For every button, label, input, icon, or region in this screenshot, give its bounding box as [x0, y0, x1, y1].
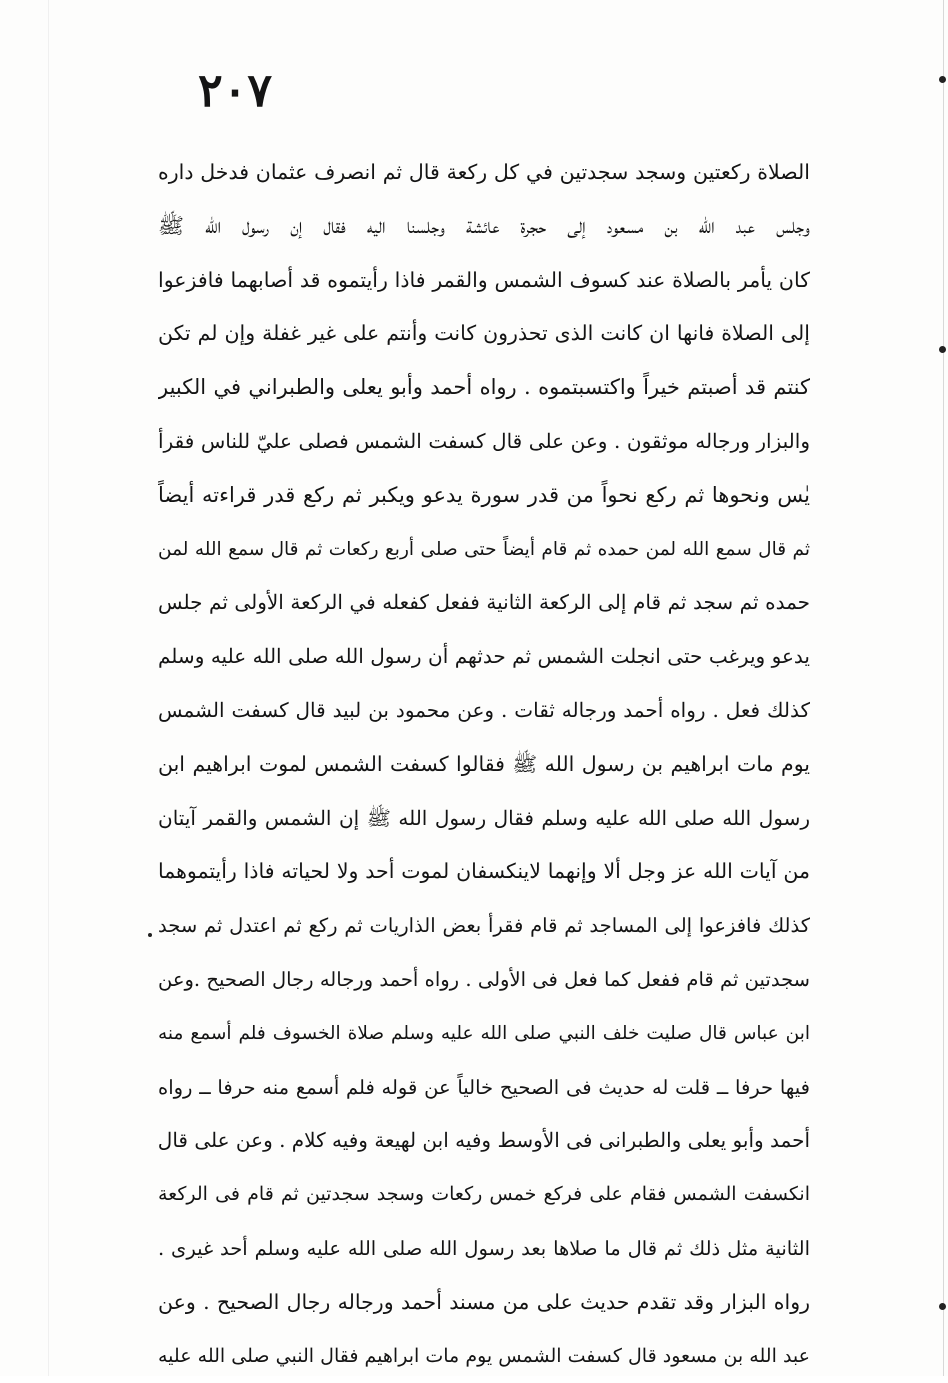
text-line: ابن عباس قال صليت خلف النبي صلى الله عليه وسلم صلاة الخسوف فلم أسمع منه: [158, 1022, 810, 1044]
text-line: رسول الله صلى الله عليه وسلم فقال رسول الله ﷺ إن الشمس والقمر آيتان: [158, 805, 810, 830]
text-line: والبزار ورجاله موثقون . وعن على قال كسفت الشمس فصلى عليّ للناس فقرأ: [158, 428, 810, 453]
page-edge-left: [48, 0, 49, 1376]
text-line: كذلك فافزعوا إلى المساجد ثم قام فقرأ بعض الذاريات ثم ركع ثم اعتدل ثم سجد: [158, 914, 810, 938]
margin-dot-top: [939, 76, 946, 83]
text-line: من آيات الله عز وجل ألا وإنهما لاينكسفان لموت أحد ولا لحياته فاذا رأيتموهما: [158, 859, 810, 884]
margin-dot-left: [148, 933, 152, 937]
text-line: إلى الصلاة فانها ان كانت الذى تحذرون كانت وأنتم على غير غفلة وإن لم تكن: [158, 321, 810, 346]
text-line: كان يأمر بالصلاة عند كسوف الشمس والقمر فاذا رأيتموه قد أصابهما فافزعوا: [158, 267, 810, 292]
text-line: الثانية مثل ذلك ثم قال ما صلاها بعد رسول الله صلى الله عليه وسلم أحد غيرى .: [158, 1236, 810, 1260]
text-line: وجلس عبد الله بن مسعود إلى حجرة عائشة وجلسنا اليه فقال إن رسول الله ﷺ: [158, 213, 810, 239]
text-line: ثم قال سمع الله لمن حمده ثم قام أيضاً حتى صلى أربع ركعات ثم قال سمع الله لمن: [158, 538, 810, 560]
text-line: كذلك فعل . رواه أحمد ورجاله ثقات . وعن محمود بن لبيد قال كسفت الشمس: [158, 697, 810, 722]
text-line: أحمد وأبو يعلى والطبرانى فى الأوسط وفيه ابن لهيعة وفيه كلام . وعن على قال: [158, 1128, 810, 1153]
margin-dot-lower: [939, 1303, 946, 1310]
margin-dot-middle: [939, 346, 946, 353]
text-line: سجدتين ثم قام ففعل كما فعل فى الأولى . رواه أحمد ورجاله رجال الصحيح .وعن: [158, 967, 810, 991]
text-line: انكسفت الشمس فقام على فركع خمس ركعات وسجد سجدتين ثم قام فى الركعة: [158, 1183, 810, 1206]
text-line: يدعو ويرغب حتى انجلت الشمس ثم حدثهم أن رسول الله صلى الله عليه وسلم: [158, 644, 810, 669]
page-edge-right: [943, 0, 944, 1376]
text-line: عبد الله بن مسعود قال كسفت الشمس يوم مات ابراهيم فقال النبي صلى الله عليه: [158, 1344, 810, 1367]
text-line: يوم مات ابراهيم بن رسول الله ﷺ فقالوا كسفت الشمس لموت ابراهيم ابن: [158, 751, 810, 776]
text-line: يٰس ونحوها ثم ركع نحواً من قدر سورة يدعو ويكبر ثم ركع قدر قراءته أيضاً: [158, 482, 810, 507]
text-line: فيها حرفا ــ قلت له حديث فى الصحيح خالياً عن قوله فلم أسمع منه حرفا ــ رواه: [158, 1075, 810, 1099]
text-line: الصلاة ركعتين وسجد سجدتين في كل ركعة قال ثم انصرف عثمان فدخل داره: [158, 160, 810, 184]
text-line: رواه البزار وقد تقدم حديث على من مسند أحمد ورجاله رجال الصحيح . وعن: [158, 1289, 810, 1314]
body-text: [158, 146, 810, 1383]
text-line: حمده ثم سجد ثم قام إلى الركعة الثانية ففعل كفعله في الركعة الأولى ثم جلس: [158, 590, 810, 615]
page-number: ٢٠٧: [197, 63, 273, 117]
text-line: كنتم قد أصبتم خيراً واكتسبتموه . رواه أحمد وأبو يعلى والطبراني في الكبير: [158, 375, 810, 400]
